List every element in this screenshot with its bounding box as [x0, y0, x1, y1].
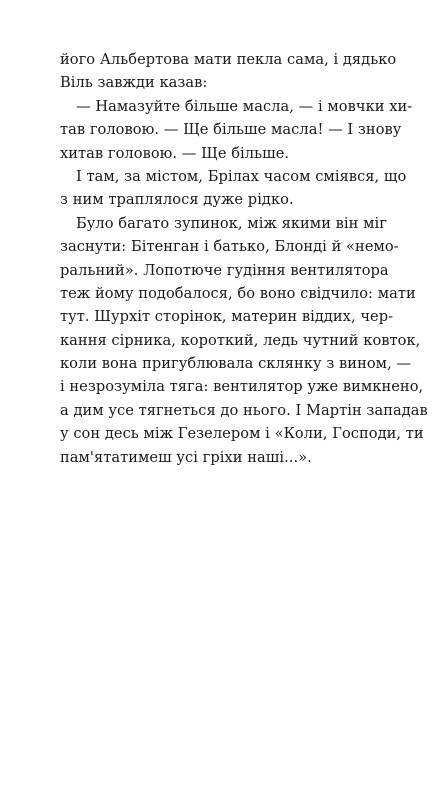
- text-line: тут. Шурхіт сторінок, материн віддих, чер-: [60, 308, 394, 326]
- text-line: кання сірника, короткий, ледь чутний ковток,: [60, 331, 421, 349]
- text-line: пам'ятатимеш усі гріхи наші...».: [60, 448, 312, 466]
- paragraph: [60, 95, 413, 165]
- text-line: Віль завжди казав:: [60, 74, 208, 92]
- text-line: І там, за містом, Брілах часом сміявся, що: [76, 167, 407, 185]
- text-line: теж йому подобалося, бо воно свідчило: мати: [60, 284, 416, 302]
- body-text: [60, 48, 428, 469]
- text-line: тав головою. — Ще більше масла! — І знову: [60, 121, 402, 139]
- text-line: хитав головою. — Ще більше.: [60, 144, 290, 162]
- text-line: — Намазуйте більше масла, — і мовчки хи-: [76, 97, 413, 115]
- text-line: заснути: Бітенган і батько, Блонді й «немо-: [60, 238, 399, 256]
- text-line: ральний». Лопотюче гудіння вентилятора: [60, 261, 389, 279]
- text-line: з ним траплялося дуже рідко.: [60, 191, 294, 209]
- paragraph: [60, 165, 407, 212]
- text-line: Було багато зупинок, між якими він міг: [76, 214, 387, 232]
- text-line: його Альбертова мати пекла сама, і дядько: [60, 51, 397, 68]
- paragraph: [60, 212, 428, 469]
- text-line: коли вона пригублювала склянку з вином, —: [60, 355, 412, 373]
- text-line: і незрозуміла тяга: вентилятор уже вимкнено,: [60, 378, 424, 396]
- paragraph: [60, 48, 397, 95]
- text-line: а дим усе тягнеться до нього. І Мартін западав: [60, 401, 428, 419]
- text-line: у сон десь між Гезелером і «Коли, Господи, ти: [60, 425, 424, 443]
